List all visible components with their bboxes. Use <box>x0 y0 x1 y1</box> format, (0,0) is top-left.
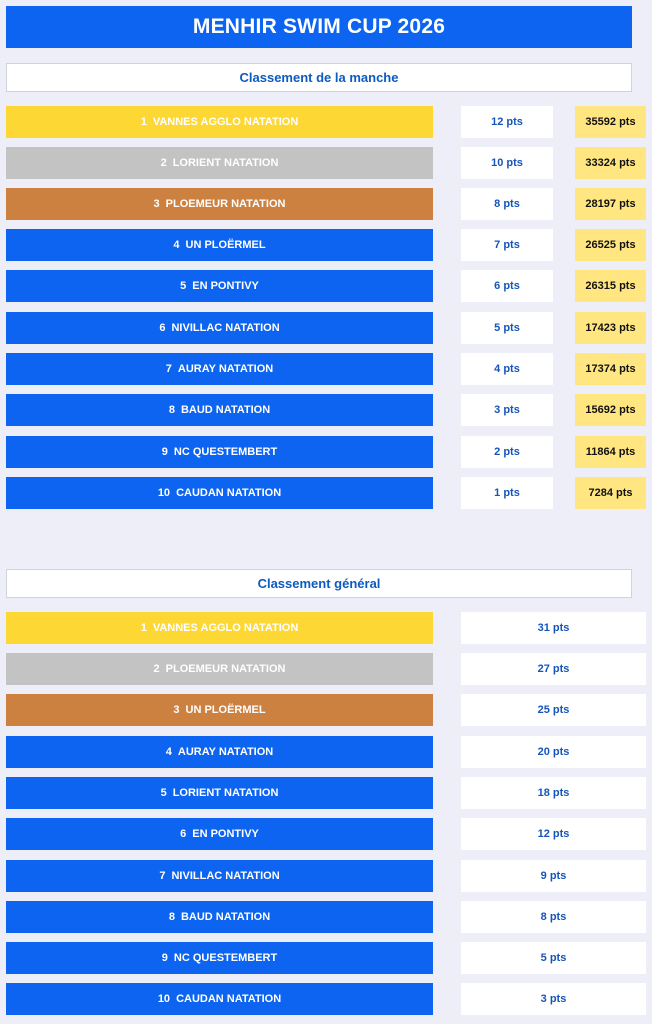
general-row <box>0 777 652 809</box>
manche-row <box>0 436 652 468</box>
team-name: UN PLOËRMEL <box>185 239 266 251</box>
round-score: 28197 pts <box>575 188 646 220</box>
rank-number: 6 <box>180 828 187 840</box>
team-name: EN PONTIVY <box>192 280 259 292</box>
general-row <box>0 653 652 685</box>
team-name: UN PLOËRMEL <box>185 704 266 716</box>
general-row <box>0 942 652 974</box>
team-name: NC QUESTEMBERT <box>173 446 278 458</box>
round-points: 10 pts <box>461 147 553 179</box>
manche-row <box>0 394 652 426</box>
manche-row <box>0 312 652 344</box>
team-name: AURAY NATATION <box>177 746 274 758</box>
team-cell <box>6 147 433 179</box>
team-name: VANNES AGGLO NATATION <box>152 116 299 128</box>
round-score: 26315 pts <box>575 270 646 302</box>
round-points: 8 pts <box>461 188 553 220</box>
rank-number: 8 <box>168 404 175 416</box>
team-cell <box>6 736 433 768</box>
team-name: LORIENT NATATION <box>172 157 279 169</box>
team-name: AURAY NATATION <box>177 363 274 375</box>
round-points: 7 pts <box>461 229 553 261</box>
team-cell <box>6 983 433 1015</box>
manche-row <box>0 147 652 179</box>
rank-number: 8 <box>168 911 175 923</box>
team-cell <box>6 436 433 468</box>
team-cell <box>6 270 433 302</box>
general-row <box>0 612 652 644</box>
general-row <box>0 901 652 933</box>
team-cell <box>6 188 433 220</box>
team-cell <box>6 901 433 933</box>
round-score: 17374 pts <box>575 353 646 385</box>
team-cell <box>6 394 433 426</box>
total-points: 5 pts <box>461 942 646 974</box>
total-points: 18 pts <box>461 777 646 809</box>
team-cell <box>6 312 433 344</box>
round-score: 7284 pts <box>575 477 646 509</box>
team-cell <box>6 353 433 385</box>
team-cell <box>6 942 433 974</box>
round-points: 12 pts <box>461 106 553 138</box>
manche-row <box>0 229 652 261</box>
rank-number: 5 <box>180 280 187 292</box>
team-name: BAUD NATATION <box>180 404 271 416</box>
rank-number: 9 <box>161 952 168 964</box>
total-points: 3 pts <box>461 983 646 1015</box>
team-name: NIVILLAC NATATION <box>171 322 280 334</box>
round-points: 2 pts <box>461 436 553 468</box>
rank-number: 3 <box>173 704 180 716</box>
team-name: NC QUESTEMBERT <box>173 952 278 964</box>
total-points: 8 pts <box>461 901 646 933</box>
manche-row <box>0 270 652 302</box>
total-points: 27 pts <box>461 653 646 685</box>
general-row <box>0 860 652 892</box>
round-score: 15692 pts <box>575 394 646 426</box>
page-title: MENHIR SWIM CUP 2026 <box>6 6 632 48</box>
team-cell <box>6 477 433 509</box>
rank-number: 1 <box>140 622 147 634</box>
round-points: 6 pts <box>461 270 553 302</box>
total-points: 12 pts <box>461 818 646 850</box>
team-name: EN PONTIVY <box>192 828 259 840</box>
total-points: 20 pts <box>461 736 646 768</box>
team-cell <box>6 106 433 138</box>
team-name: BAUD NATATION <box>180 911 271 923</box>
team-name: LORIENT NATATION <box>172 787 279 799</box>
general-row <box>0 694 652 726</box>
round-score: 35592 pts <box>575 106 646 138</box>
team-name: PLOEMEUR NATATION <box>165 198 286 210</box>
section-header-general: Classement général <box>6 569 632 598</box>
rank-number: 4 <box>165 746 172 758</box>
round-points: 1 pts <box>461 477 553 509</box>
total-points: 9 pts <box>461 860 646 892</box>
rank-number: 9 <box>161 446 168 458</box>
section-header-manche: Classement de la manche <box>6 63 632 92</box>
rank-number: 7 <box>159 870 166 882</box>
general-row <box>0 736 652 768</box>
team-name: VANNES AGGLO NATATION <box>152 622 299 634</box>
rank-number: 6 <box>159 322 166 334</box>
rank-number: 3 <box>153 198 160 210</box>
team-name: CAUDAN NATATION <box>176 487 282 499</box>
team-cell <box>6 612 433 644</box>
manche-row <box>0 353 652 385</box>
team-cell <box>6 653 433 685</box>
team-name: PLOEMEUR NATATION <box>165 663 286 675</box>
team-cell <box>6 229 433 261</box>
rank-number: 2 <box>160 157 167 169</box>
rank-number: 4 <box>173 239 180 251</box>
rank-number: 10 <box>157 487 171 499</box>
round-score: 26525 pts <box>575 229 646 261</box>
team-name: NIVILLAC NATATION <box>171 870 280 882</box>
general-row <box>0 983 652 1015</box>
rank-number: 7 <box>165 363 172 375</box>
rank-number: 2 <box>153 663 160 675</box>
round-score: 11864 pts <box>575 436 646 468</box>
manche-row <box>0 106 652 138</box>
team-name: CAUDAN NATATION <box>176 993 282 1005</box>
team-cell <box>6 694 433 726</box>
rank-number: 10 <box>157 993 171 1005</box>
total-points: 31 pts <box>461 612 646 644</box>
rank-number: 1 <box>140 116 147 128</box>
round-points: 4 pts <box>461 353 553 385</box>
manche-row <box>0 477 652 509</box>
round-score: 17423 pts <box>575 312 646 344</box>
round-points: 5 pts <box>461 312 553 344</box>
team-cell <box>6 818 433 850</box>
team-cell <box>6 777 433 809</box>
total-points: 25 pts <box>461 694 646 726</box>
round-score: 33324 pts <box>575 147 646 179</box>
general-row <box>0 818 652 850</box>
round-points: 3 pts <box>461 394 553 426</box>
rank-number: 5 <box>160 787 167 799</box>
manche-row <box>0 188 652 220</box>
team-cell <box>6 860 433 892</box>
